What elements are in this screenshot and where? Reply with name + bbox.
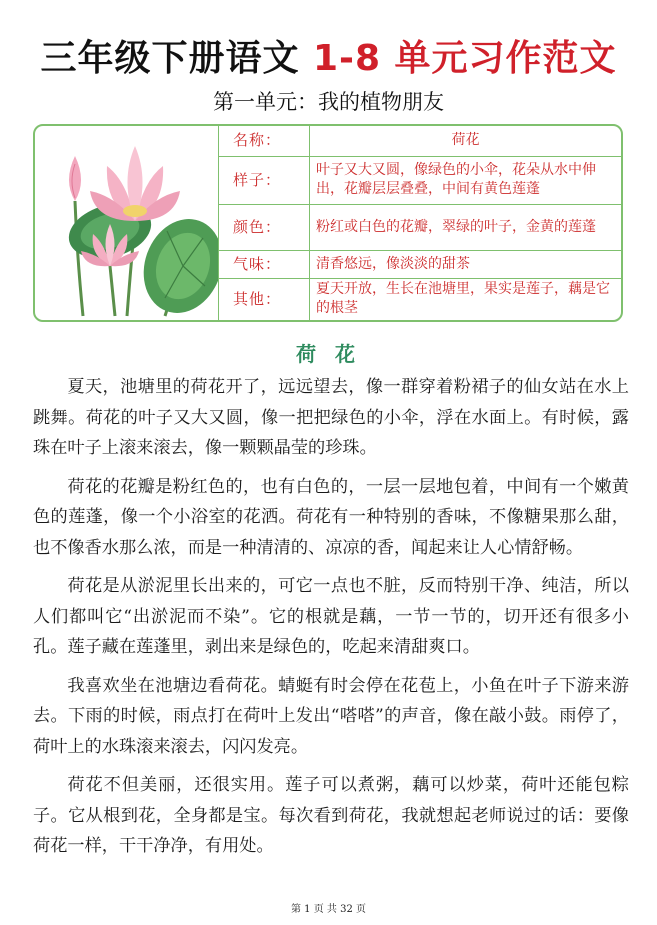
info-value: 清香悠远，像淡淡的甜茶 (310, 250, 622, 278)
info-row-name (219, 126, 621, 156)
info-value: 荷花 (310, 126, 622, 156)
info-row-other (219, 278, 621, 320)
essay-paragraph: 荷花是从淤泥里长出来的，可它一点也不脏，反而特别干净、纯洁，所以人们都叫它“出淤泥而不染”。它的根就是藕，一节一节的，切开还有很多小孔。莲子藏在莲蓬里，剥出来是绿色的，吃起来清甜爽口。 (33, 576, 629, 657)
essay-paragraph: 夏天，池塘里的荷花开了，远远望去，像一群穿着粉裙子的仙女站在水上跳舞。荷花的叶子又大又圆，像一把把绿色的小伞，浮在水面上。有时候，露珠在叶子上滚来滚去，像一颗颗晶莹的珍珠。 (33, 377, 629, 458)
plant-info-table (219, 126, 621, 320)
info-row-appearance (219, 156, 621, 204)
info-label: 颜色： (219, 204, 310, 250)
plant-info-card (33, 124, 623, 322)
essay-paragraph: 荷花的花瓣是粉红色的，也有白色的，一层一层地包着，中间有一个嫩黄色的莲蓬，像一个小浴室的花洒。荷花有一种特别的香味，不像糖果那么甜，也不像香水那么浓，而是一种清清的、凉凉的香，闻起来让人心情舒畅。 (33, 476, 629, 558)
info-value: 夏天开放，生长在池塘里，果实是莲子，藕是它的根茎 (316, 281, 610, 317)
info-label: 气味： (219, 250, 310, 278)
info-row-color (219, 204, 621, 250)
info-value: 粉红或白色的花瓣，翠绿的叶子，金黄的莲蓬 (310, 204, 622, 250)
essay-paragraph: 荷花不但美丽，还很实用。莲子可以煮粥，藕可以炒菜，荷叶还能包粽子。它从根到花，全身都是宝。每次看到荷花，我就想起老师说过的话：要像荷花一样，干干净净，有用处。 (33, 775, 629, 856)
info-row-smell (219, 250, 621, 278)
page-title (0, 30, 657, 81)
info-label: 名称： (219, 126, 310, 156)
unit-title: 第一单元：我的植物朋友 (213, 90, 444, 114)
page-title-highlight: 1-8 单元习作范文 (312, 38, 617, 79)
lotus-flower-icon (35, 126, 218, 320)
essay-body (33, 372, 629, 870)
lotus-illustration (35, 126, 219, 320)
page-title-main: 三年级下册语文 (40, 38, 313, 79)
info-label: 其他： (219, 278, 310, 320)
info-label: 样子： (219, 156, 310, 204)
essay-title: 荷 花 (296, 342, 361, 366)
page-footer: 第 1 页 共 32 页 (291, 904, 366, 915)
essay-paragraph: 我喜欢坐在池塘边看荷花。蜻蜓有时会停在花苞上，小鱼在叶子下游来游去。下雨的时候，雨点打在荷叶上发出“嗒嗒”的声音，像在敲小鼓。雨停了，荷叶上的水珠滚来滚去，闪闪发亮。 (33, 675, 629, 757)
info-value: 叶子又大又圆，像绿色的小伞，花朵从水中伸出，花瓣层层叠叠，中间有黄色莲蓬 (310, 156, 622, 204)
